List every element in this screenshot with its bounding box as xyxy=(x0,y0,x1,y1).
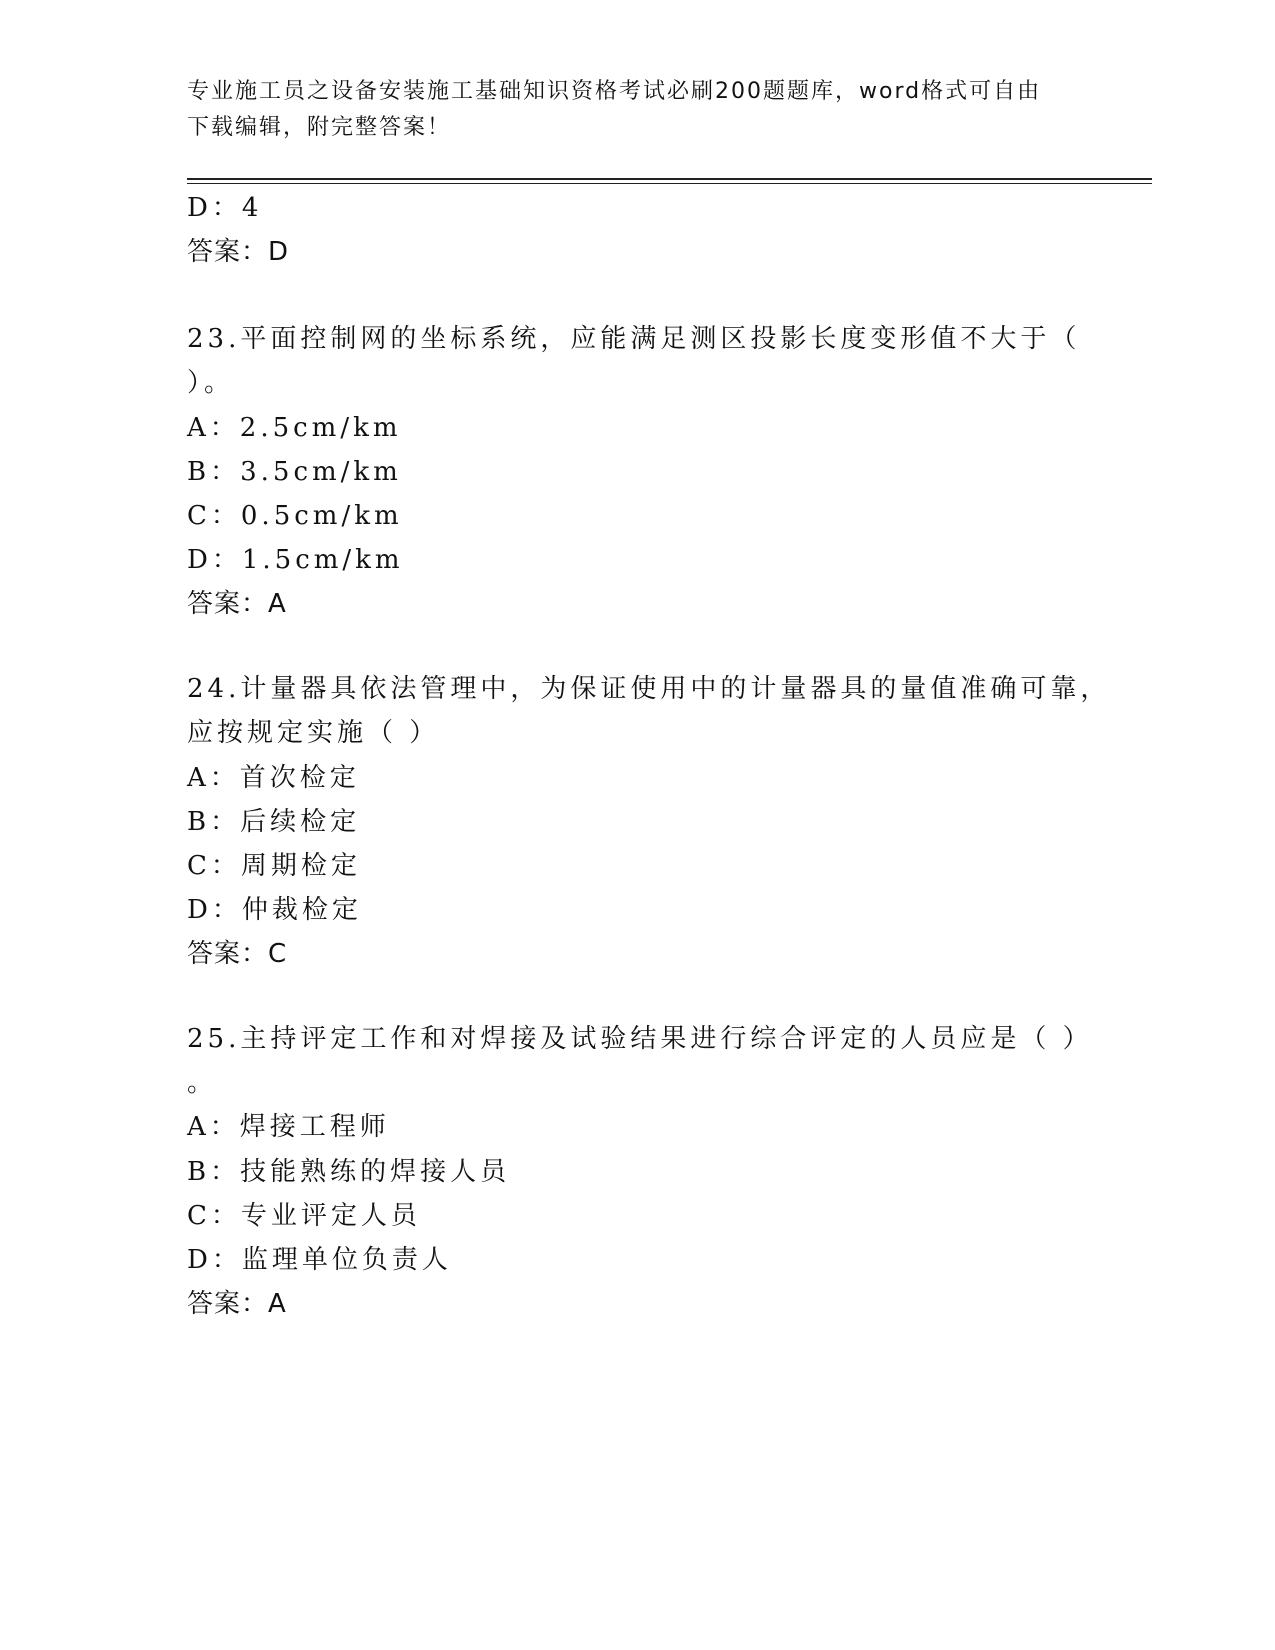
q23-option-b: B：3.5cm/km xyxy=(187,457,402,487)
q25-option-a: A：焊接工程师 xyxy=(187,1112,390,1142)
document-header xyxy=(187,74,1087,146)
q24-stem-line-1: 24.计量器具依法管理中，为保证使用中的计量器具的量值准确可靠， xyxy=(187,674,1111,704)
header-divider-top xyxy=(187,178,1152,180)
q23-stem-line-1: 23.平面控制网的坐标系统，应能满足测区投影长度变形值不大于（ xyxy=(187,324,1081,354)
q23-option-c: C：0.5cm/km xyxy=(187,501,403,531)
q24-answer: 答案：C xyxy=(187,939,288,969)
q23-option-d: D：1.5cm/km xyxy=(187,545,404,575)
q24-option-b: B：后续检定 xyxy=(187,807,361,837)
q24-option-c: C：周期检定 xyxy=(187,851,361,881)
q25-option-b: B：技能熟练的焊接人员 xyxy=(187,1157,511,1187)
q23-option-a: A：2.5cm/km xyxy=(187,413,402,443)
q23-stem-line-2: ）。 xyxy=(187,368,235,398)
q25-stem-line-2: 。 xyxy=(187,1068,218,1098)
q23-answer: 答案：A xyxy=(187,589,287,619)
q25-option-c: C：专业评定人员 xyxy=(187,1201,421,1231)
q24-stem-line-2: 应按规定实施（ ） xyxy=(187,718,440,748)
header-title-line-1: 专业施工员之设备安装施工基础知识资格考试必刷200题题库，word格式可自由 xyxy=(187,79,1042,104)
q24-option-a: A：首次检定 xyxy=(187,763,360,793)
header-divider-bottom xyxy=(187,183,1152,184)
q25-option-d: D：监理单位负责人 xyxy=(187,1245,452,1275)
prev-option-d: D：4 xyxy=(187,193,263,223)
header-title-line-2: 下载编辑，附完整答案！ xyxy=(187,115,452,140)
q24-option-d: D：仲裁检定 xyxy=(187,895,362,925)
q25-stem-line-1: 25.主持评定工作和对焊接及试验结果进行综合评定的人员应是（ ） xyxy=(187,1024,1093,1054)
q25-answer: 答案：A xyxy=(187,1289,287,1319)
prev-answer: 答案：D xyxy=(187,237,290,267)
